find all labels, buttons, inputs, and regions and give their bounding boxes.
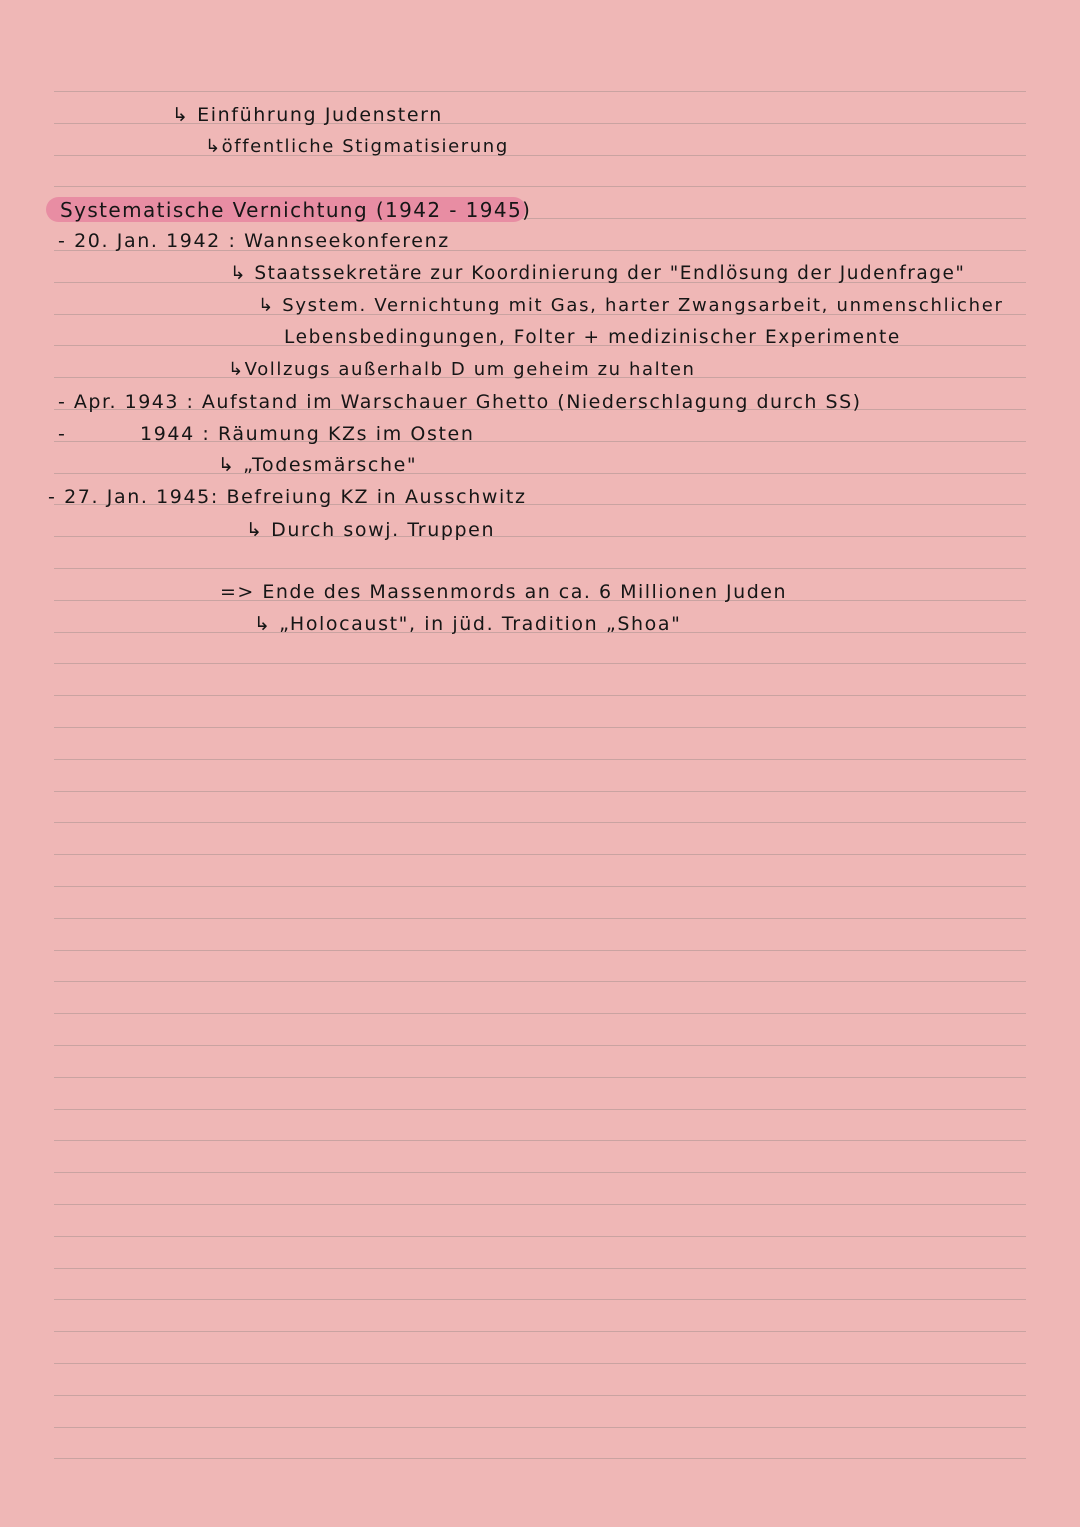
- rule-line: [54, 1172, 1026, 1173]
- note-line: ↳öffentliche Stigmatisierung: [205, 136, 509, 157]
- rule-line: [54, 791, 1026, 792]
- rule-line: [54, 536, 1026, 537]
- rule-line: [54, 155, 1026, 156]
- rule-line: [54, 473, 1026, 474]
- note-line: - 27. Jan. 1945: Befreiung KZ in Ausschwitz: [48, 486, 527, 508]
- rule-line: [54, 1109, 1026, 1110]
- rule-line: [54, 1299, 1026, 1300]
- note-line: ↳ „Holocaust", in jüd. Tradition „Shoa": [254, 613, 682, 635]
- rule-line: [54, 918, 1026, 919]
- note-line: ↳ Durch sowj. Truppen: [246, 519, 496, 541]
- rule-line: [54, 854, 1026, 855]
- note-line: - Apr. 1943 : Aufstand im Warschauer Ghetto (Niederschlagung durch SS): [58, 391, 862, 413]
- note-line: ↳ „Todesmärsche": [218, 454, 418, 476]
- note-line: - 20. Jan. 1942 : Wannseekonferenz: [58, 230, 450, 252]
- rule-line: [54, 1395, 1026, 1396]
- rule-line: [54, 1077, 1026, 1078]
- section-heading: Systematische Vernichtung (1942 - 1945): [60, 198, 532, 222]
- rule-line: [54, 822, 1026, 823]
- rule-line: [54, 1458, 1026, 1459]
- note-line: ↳Vollzugs außerhalb D um geheim zu halten: [228, 359, 696, 380]
- rule-line: [54, 759, 1026, 760]
- rule-line: [54, 727, 1026, 728]
- rule-line: [54, 1045, 1026, 1046]
- rule-line: [54, 1204, 1026, 1205]
- rule-line: [54, 568, 1026, 569]
- rule-line: [54, 1331, 1026, 1332]
- note-line: Lebensbedingungen, Folter + medizinischer Experimente: [284, 327, 901, 348]
- rule-line: [54, 1363, 1026, 1364]
- rule-line: [54, 1427, 1026, 1428]
- note-line: ↳ Einführung Judenstern: [172, 104, 443, 126]
- rule-line: [54, 91, 1026, 92]
- rule-line: [54, 981, 1026, 982]
- rule-line: [54, 1236, 1026, 1237]
- rule-line: [54, 663, 1026, 664]
- note-line: ↳ Staatssekretäre zur Koordinierung der "Endlösung der Judenfrage": [230, 263, 966, 284]
- rule-line: [54, 1140, 1026, 1141]
- rule-line: [54, 950, 1026, 951]
- note-line: 1944 : Räumung KZs im Osten: [140, 423, 475, 445]
- rule-line: [54, 695, 1026, 696]
- rule-line: [54, 186, 1026, 187]
- note-line: => Ende des Massenmords an ca. 6 Millionen Juden: [220, 581, 787, 603]
- rule-line: [54, 886, 1026, 887]
- rule-line: [54, 1013, 1026, 1014]
- note-line: ↳ System. Vernichtung mit Gas, harter Zwangsarbeit, unmenschlicher: [258, 295, 1004, 316]
- rule-line: [54, 1268, 1026, 1269]
- note-line: -: [58, 423, 67, 445]
